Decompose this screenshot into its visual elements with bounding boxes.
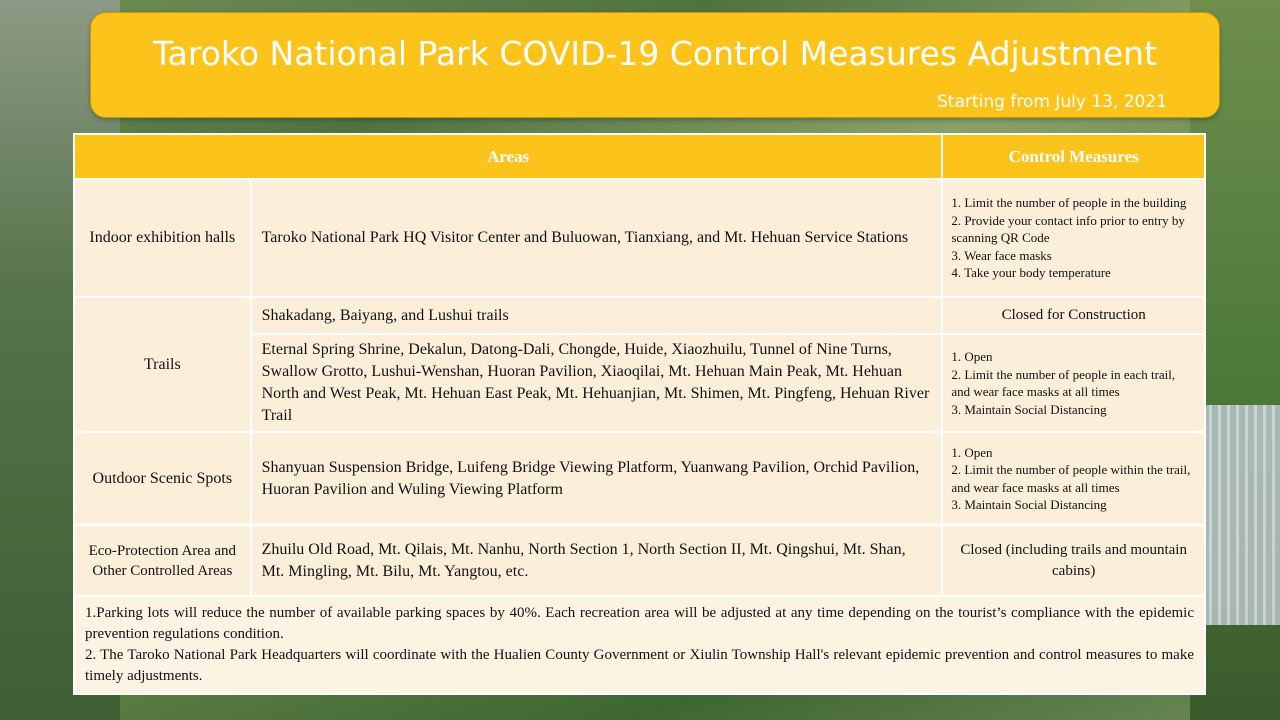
measures-trails-open xyxy=(942,334,1205,432)
notes xyxy=(74,596,1205,694)
measure-trails-closed: Closed for Construction xyxy=(942,297,1205,334)
areas-indoor: Taroko National Park HQ Visitor Center and Buluowan, Tianxiang, and Mt. Hehuan Service Stations xyxy=(251,179,943,297)
measure-item: 3. Wear face masks xyxy=(951,247,1052,263)
note-item: 1.Parking lots will reduce the number of available parking spaces by 40%. Each recreation area will be adjusted at any time depending on the tourist’s compliance with the epidemic prevention regulations condition. xyxy=(85,605,1194,642)
effective-date: Starting from July 13, 2021 xyxy=(937,92,1167,112)
background-bridge xyxy=(1200,405,1280,625)
title-banner xyxy=(90,12,1220,118)
areas-eco: Zhuilu Old Road, Mt. Qilais, Mt. Nanhu, North Section 1, North Section II, Mt. Qingshui, Mt. Shan, Mt. Mingling, Mt. Bilu, Mt. Yangtou, etc. xyxy=(251,525,943,596)
areas-trails-open: Eternal Spring Shrine, Dekalun, Datong-Dali, Chongde, Huide, Xiaozhuilu, Tunnel of Nine Turns, Swallow Grotto, Lushui-Wenshan, Huoran Pavilion, Xiaoqilai, Mt. Hehuan Main Peak, Mt. Hehuan North and West Peak, Mt. Hehuan East Peak, Mt. Hehuanjian, Mt. Shimen, Mt. Pingfeng, Hehuan River Trail xyxy=(251,334,943,432)
control-measures-table xyxy=(73,133,1206,695)
measures-outdoor xyxy=(942,432,1205,525)
areas-trails-closed: Shakadang, Baiyang, and Lushui trails xyxy=(251,297,943,334)
measure-eco: Closed (including trails and mountain cabins) xyxy=(942,525,1205,596)
measure-item: 4. Take your body temperature xyxy=(951,265,1111,281)
table-row-trails-closed xyxy=(74,297,1205,334)
measure-item: 3. Maintain Social Distancing xyxy=(951,497,1107,512)
areas-header: Areas xyxy=(74,134,942,179)
measure-item: 2. Limit the number of people within the trail, and wear face masks at all times xyxy=(951,462,1191,495)
table-row-eco xyxy=(74,525,1205,596)
control-measures-header: Control Measures xyxy=(942,134,1205,179)
page-title: Taroko National Park COVID-19 Control Measures Adjustment xyxy=(152,34,1158,73)
measure-item: 1. Open xyxy=(951,349,993,364)
category-outdoor: Outdoor Scenic Spots xyxy=(74,432,251,525)
measure-item: 2. Provide your contact info prior to entry by scanning QR Code xyxy=(951,212,1185,246)
table-row-outdoor xyxy=(74,432,1205,525)
areas-outdoor: Shanyuan Suspension Bridge, Luifeng Bridge Viewing Platform, Yuanwang Pavilion, Orchid Pavilion, Huoran Pavilion and Wuling Viewing Platform xyxy=(251,432,943,525)
measure-item: 2. Limit the number of people in each trail, and wear face masks at all times xyxy=(951,366,1176,399)
category-eco: Eco-Protection Area and Other Controlled Areas xyxy=(74,525,251,596)
note-item: 2. The Taroko National Park Headquarters will coordinate with the Hualien County Government or Xiulin Township Hall's relevant epidemic prevention and control measures to make timely adjustments. xyxy=(85,647,1194,684)
category-trails: Trails xyxy=(74,297,251,432)
table-row-notes xyxy=(74,596,1205,694)
table-header-row xyxy=(74,134,1205,179)
measures-indoor xyxy=(942,179,1205,297)
measure-item: 1. Open xyxy=(951,444,993,460)
measure-item: 3. Maintain Social Distancing xyxy=(951,401,1107,417)
category-indoor: Indoor exhibition halls xyxy=(74,179,251,297)
measure-item: 1. Limit the number of people in the building xyxy=(951,195,1187,211)
table-row-indoor xyxy=(74,179,1205,297)
